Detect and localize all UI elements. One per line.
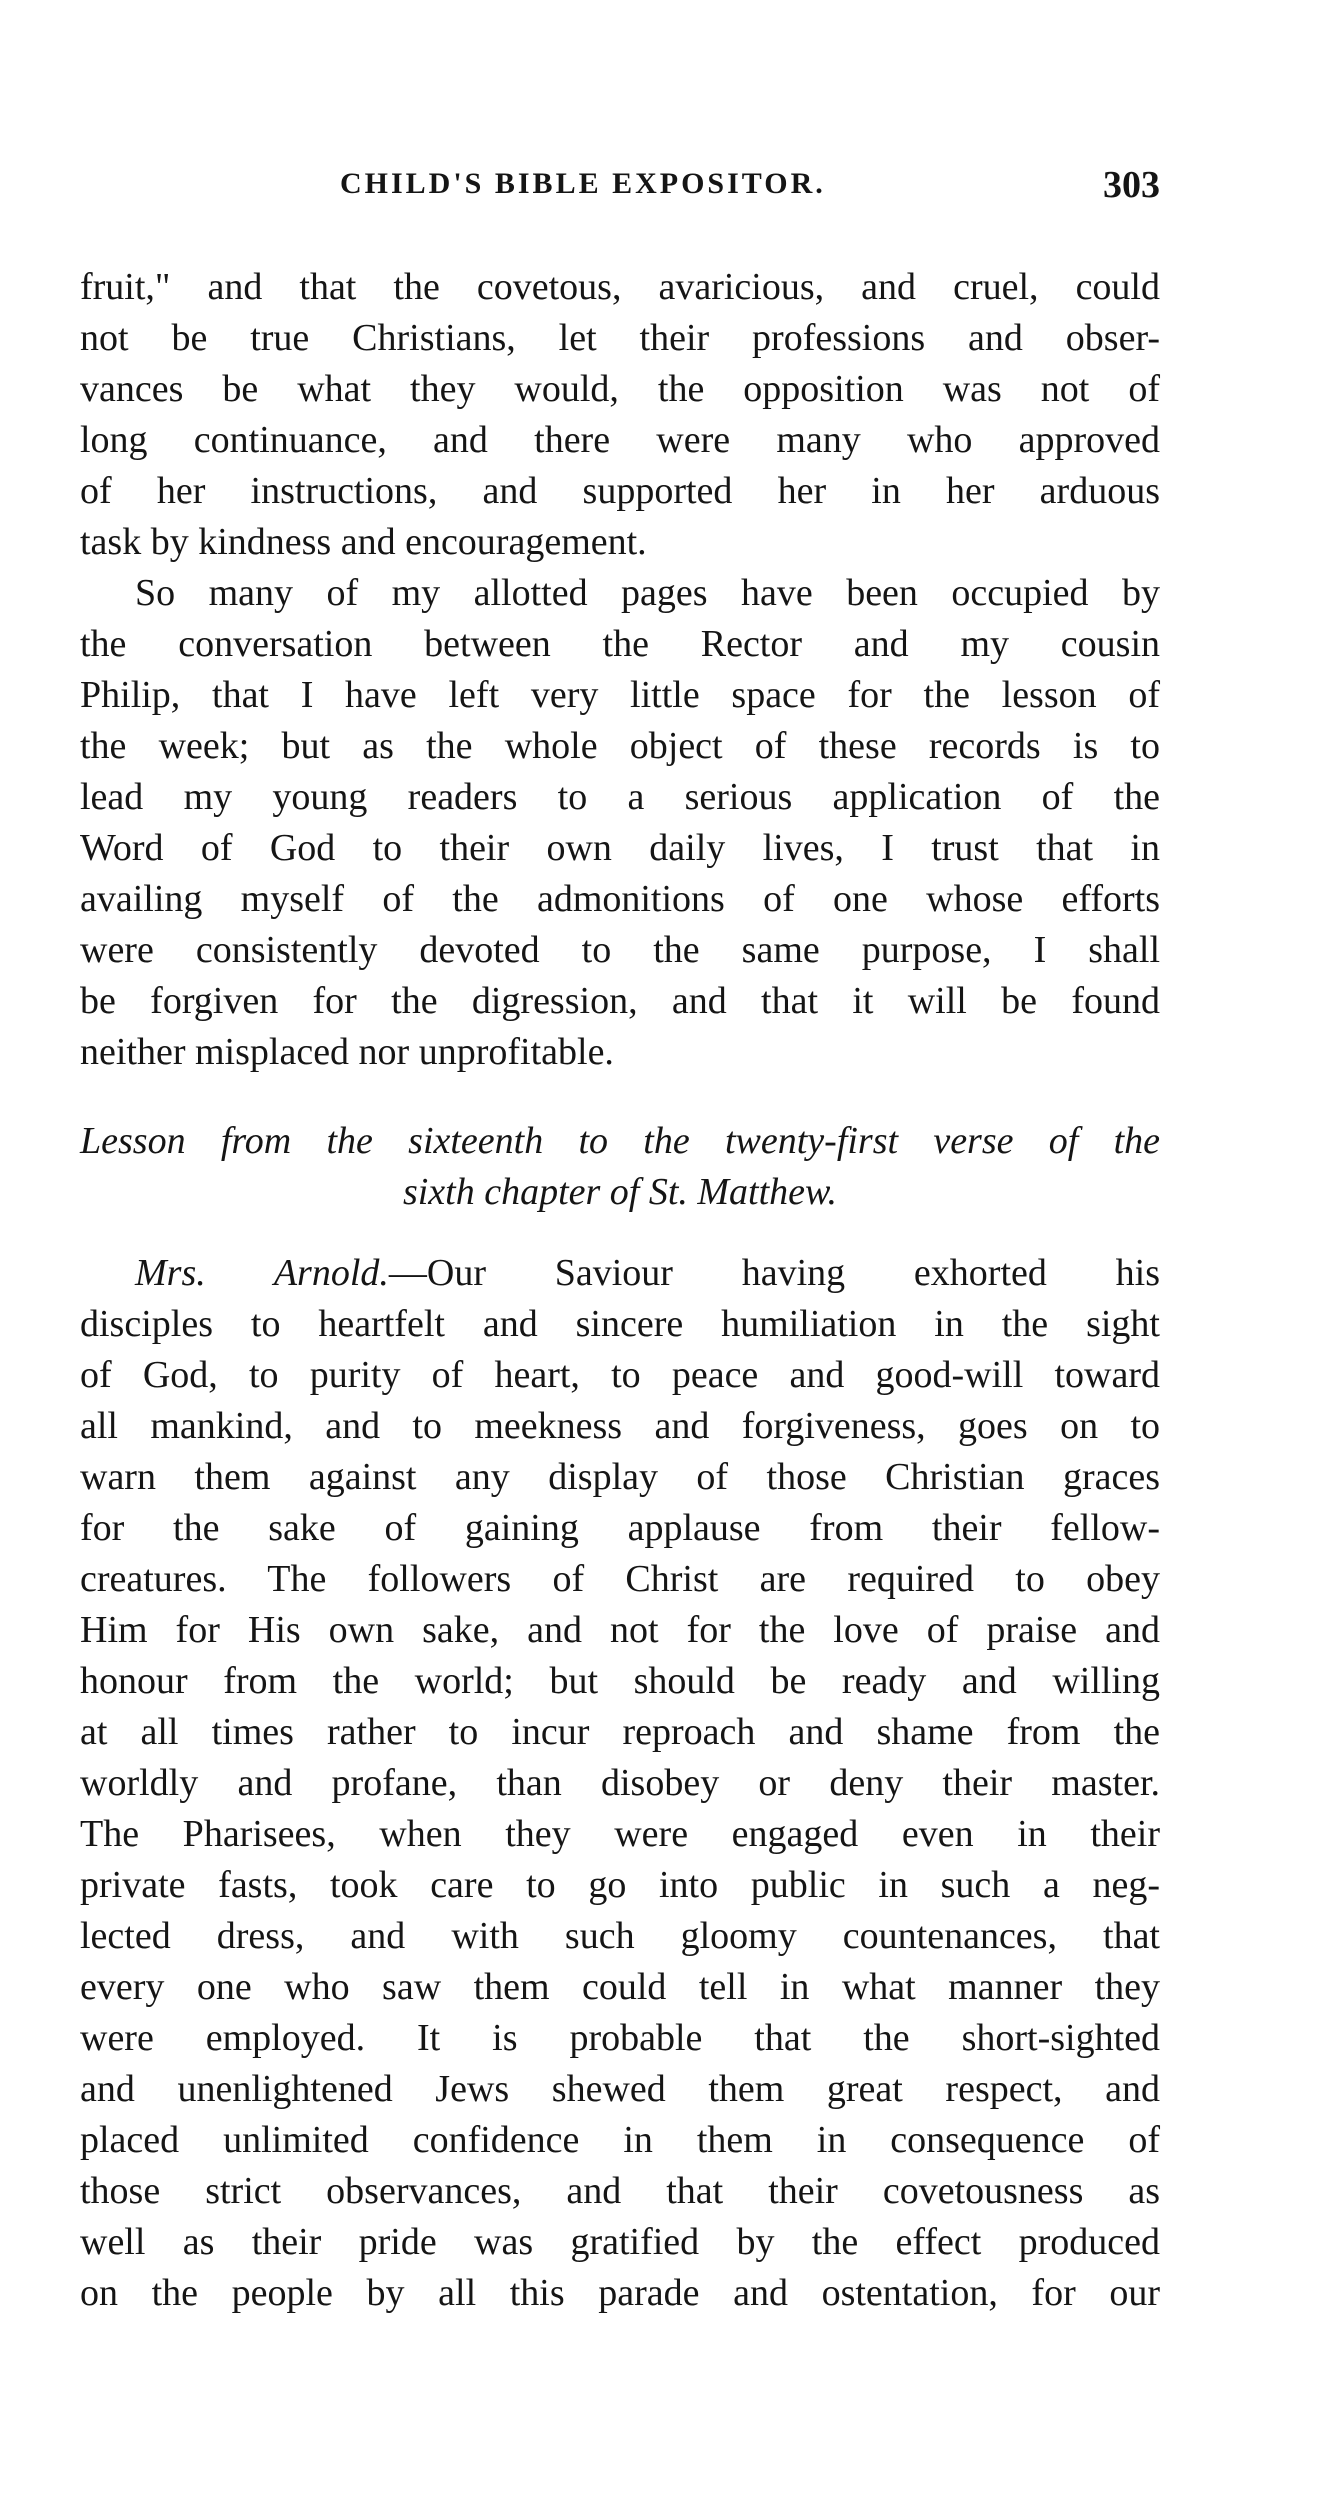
running-head (80, 163, 1160, 213)
page-number: 303 (1103, 164, 1160, 206)
text-line: all mankind, and to meekness and forgiveness, goes on to (80, 1405, 1160, 1447)
text-line: were employed. It is probable that the short-sighted (80, 2017, 1160, 2059)
text-line: the conversation between the Rector and my cousin (80, 623, 1160, 665)
text-line: The Pharisees, when they were engaged even in their (80, 1813, 1160, 1855)
text-line: long continuance, and there were many who approved (80, 419, 1160, 461)
text-line: disciples to heartfelt and sincere humiliation in the sight (80, 1303, 1160, 1345)
text-line: creatures. The followers of Christ are required to obey (80, 1558, 1160, 1600)
lesson-heading-line: sixth chapter of St. Matthew. (402, 1171, 838, 1213)
text-line: fruit," and that the covetous, avaricious, and cruel, could (80, 266, 1160, 308)
text-line: lead my young readers to a serious application of the (80, 776, 1160, 818)
text-line: Word of God to their own daily lives, I trust that in (80, 827, 1160, 869)
text-line: and unenlightened Jews shewed them great respect, and (80, 2068, 1160, 2110)
text-line: private fasts, took care to go into public in such a neg- (80, 1864, 1160, 1906)
speaker-name: Mrs. Arnold. (135, 1252, 389, 1294)
text-line: be forgiven for the digression, and that it will be found (80, 980, 1160, 1022)
text-line: vances be what they would, the opposition was not of (80, 368, 1160, 410)
text-line: those strict observances, and that their covetousness as (80, 2170, 1160, 2212)
text-line: Philip, that I have left very little space for the lesson of (80, 674, 1160, 716)
text-line: well as their pride was gratified by the effect produced (80, 2221, 1160, 2263)
text-line: of God, to purity of heart, to peace and good-will toward (80, 1354, 1160, 1396)
text-line: warn them against any display of those Christian graces (80, 1456, 1160, 1498)
text-line: on the people by all this parade and ostentation, for our (80, 2272, 1160, 2314)
text-line: were consistently devoted to the same purpose, I shall (80, 929, 1160, 971)
text-line: placed unlimited confidence in them in consequence of (80, 2119, 1160, 2161)
text-line: task by kindness and encouragement. (80, 521, 647, 563)
text-line: not be true Christians, let their professions and obser- (80, 317, 1160, 359)
running-title: CHILD'S BIBLE EXPOSITOR. (340, 167, 826, 200)
text-line: at all times rather to incur reproach and shame from the (80, 1711, 1160, 1753)
text-line: for the sake of gaining applause from their fellow- (80, 1507, 1160, 1549)
text-line: So many of my allotted pages have been occupied by (135, 572, 1160, 614)
text-line: the week; but as the whole object of these records is to (80, 725, 1160, 767)
text-line: worldly and profane, than disobey or deny their master. (80, 1762, 1160, 1804)
text-segment: —Our Saviour having exhorted his (388, 1252, 1160, 1294)
text-line: Him for His own sake, and not for the love of praise and (80, 1609, 1160, 1651)
text-line: every one who saw them could tell in what manner they (80, 1966, 1160, 2008)
text-line: lected dress, and with such gloomy countenances, that (80, 1915, 1160, 1957)
text-line: availing myself of the admonitions of one whose efforts (80, 878, 1160, 920)
text-line: of her instructions, and supported her in her arduous (80, 470, 1160, 512)
text-line: honour from the world; but should be ready and willing (80, 1660, 1160, 1702)
text-line: neither misplaced nor unprofitable. (80, 1031, 614, 1073)
lesson-heading-line: Lesson from the sixteenth to the twenty-first verse of the (80, 1120, 1160, 1162)
text-line (135, 1248, 1160, 1298)
